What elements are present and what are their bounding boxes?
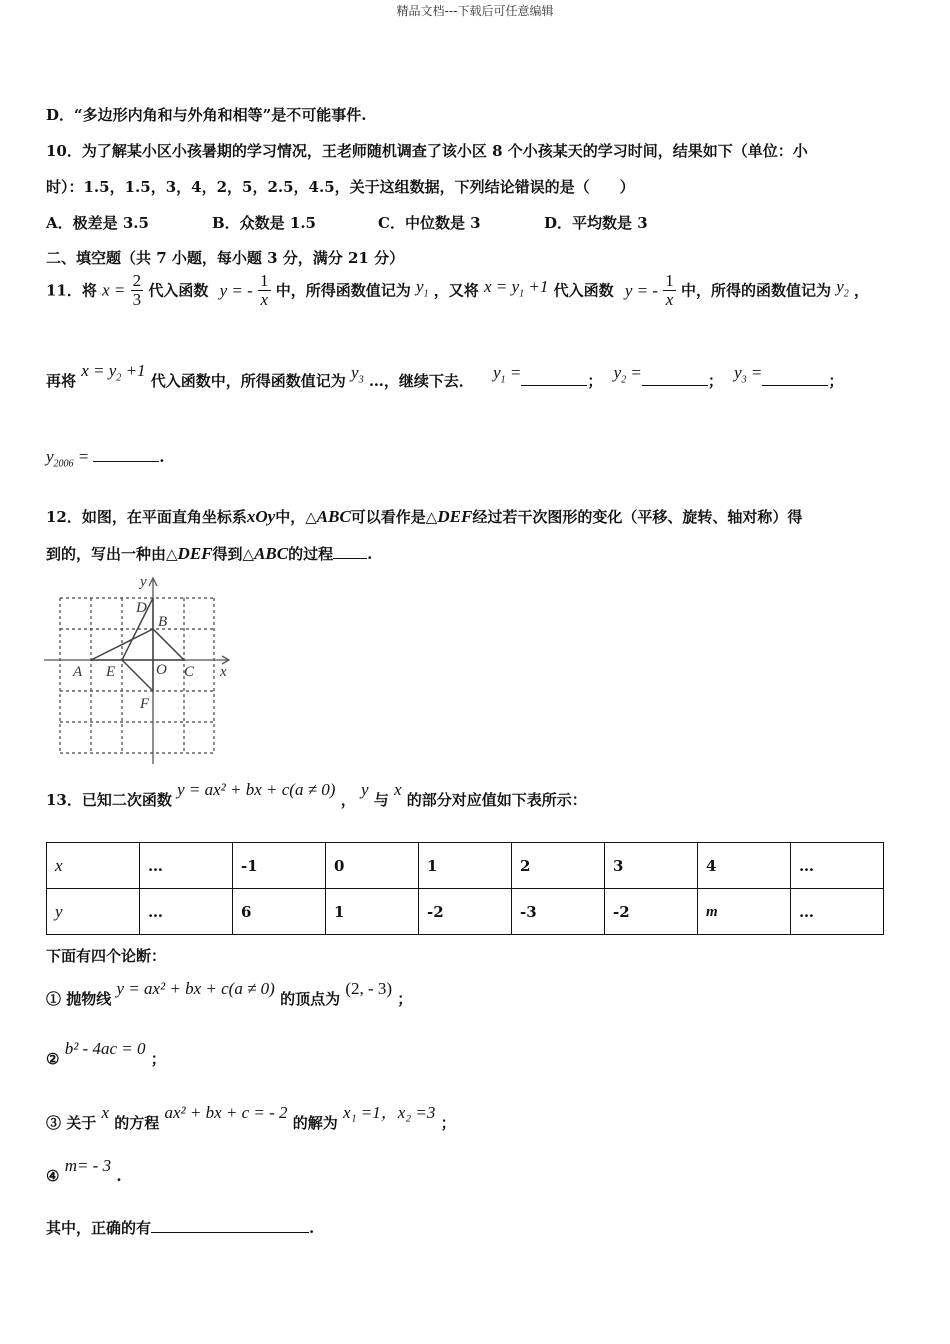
frac2-num: 1: [260, 271, 269, 291]
s1-vertex: (2, - 3): [345, 979, 393, 998]
q12-period: .: [367, 545, 373, 563]
q11-then: 再将: [46, 372, 77, 390]
q11-sub3: 代入函数中，所得函数值记为: [150, 372, 346, 390]
s3-x: x: [101, 1103, 110, 1122]
q13-answer-text: 其中，正确的有: [46, 1219, 152, 1237]
q11-x-eq-y1: [484, 277, 549, 300]
q12-xoy: xOy: [246, 507, 276, 526]
frac1-den: 3: [132, 290, 142, 310]
q13-y: y: [360, 780, 369, 799]
table-cell: -3: [512, 889, 605, 935]
cell-y-label: y: [55, 901, 63, 921]
q12-text-b: 中，△: [275, 508, 317, 526]
q12-abc: ABC: [316, 507, 351, 526]
s3-text-b: 的方程: [114, 1114, 160, 1132]
cell-x-label: x: [55, 855, 63, 875]
s3-end: ；: [440, 1114, 456, 1132]
s2-text-a: ②: [46, 1050, 60, 1068]
q11-line1: [46, 269, 869, 312]
plus-one-2: +1: [121, 361, 146, 380]
y2-sub: 2: [843, 288, 849, 300]
answer-blank-y2[interactable]: [642, 371, 708, 386]
label-b: B: [158, 614, 168, 630]
frac2-den: x: [260, 290, 269, 310]
ans-y3-var: y: [734, 363, 742, 382]
q11-comma: ，: [854, 281, 870, 300]
table-row-y: [47, 889, 884, 935]
label-e: E: [106, 664, 116, 680]
q12-def-2: DEF: [177, 544, 213, 563]
frac3-den: x: [665, 290, 674, 310]
q11-substitute: 代入函数: [148, 281, 209, 300]
ans-y2006-var: y: [46, 447, 54, 466]
plus-one: +1: [524, 277, 549, 296]
s3-text-c: 的解为: [292, 1114, 338, 1132]
table-cell: [47, 889, 140, 935]
s3-equation: ax² + bx + c = - 2: [164, 1103, 288, 1122]
q11-substitute2: 代入函数: [553, 281, 614, 300]
ans-y3-eq: =: [746, 363, 763, 382]
table-cell: -2: [605, 889, 698, 935]
q11-y1: [416, 277, 429, 300]
q13-below: 下面有四个论断：: [46, 947, 167, 965]
cell-m: m: [706, 904, 718, 920]
table-cell: …: [140, 843, 233, 889]
q11-fraction-2-3: [131, 272, 144, 309]
q12-text-d: 经过若干次图形的变化（平移、旋转、轴对称）得: [472, 508, 803, 526]
x-eq-y2-sub: 2: [116, 372, 122, 384]
q11-result1: 中，所得函数值记为: [275, 281, 411, 300]
semi-2: ；: [707, 372, 723, 390]
q11-line3: [46, 447, 165, 469]
q12-text-a: 12．如图，在平面直角坐标系: [46, 508, 247, 526]
q12-line2: [46, 543, 372, 564]
q11-number: 11．将: [46, 281, 97, 300]
frac3-num: 1: [665, 271, 674, 291]
x-eq-y1-sub: 1: [519, 288, 525, 300]
q11-y-eq-2: y = -: [624, 280, 659, 300]
s3-solution: x₁ =1，x₂ =3: [343, 1103, 436, 1122]
answer-blank-y1[interactable]: [521, 371, 587, 386]
q13-text-c: 与: [373, 791, 389, 809]
label-f: F: [140, 696, 150, 712]
table-cell: …: [791, 889, 884, 935]
q12-def: DEF: [437, 507, 473, 526]
q12-text-f: 得到△: [212, 545, 255, 563]
ans-y2-var: y: [613, 363, 622, 382]
ans-y2006-sub: 2006: [53, 458, 74, 470]
table-cell: [698, 889, 791, 935]
q12-line1: [46, 506, 802, 527]
label-y: y: [140, 574, 147, 590]
ans-y1-eq: =: [505, 363, 522, 382]
table-cell: -2: [419, 889, 512, 935]
q11-answer-y2: [613, 363, 642, 386]
s4-expr: m= - 3: [64, 1156, 112, 1175]
q11-answer-y1: [493, 363, 522, 386]
ans-y1-var: y: [493, 363, 501, 382]
q10-option-b: B．众数是 1.5: [212, 214, 316, 232]
q11-y-eq: y = -: [219, 280, 253, 300]
q13-answer-line: [46, 1217, 314, 1238]
q10-option-d: D．平均数是 3: [544, 214, 648, 232]
q10-line2: 时）：1.5，1.5，3，4，2，5，2.5，4.5，关于这组数据，下列结论错误的是（ ）: [46, 178, 635, 196]
table-cell: 1: [419, 843, 512, 889]
q12-abc-2: ABC: [254, 544, 289, 563]
s4-end: .: [116, 1167, 122, 1185]
ans-y1-sub: 1: [500, 374, 506, 386]
q11-line2: [46, 361, 844, 393]
q10-option-c: C．中位数是 3: [378, 214, 481, 232]
q11-continue: …，继续下去．: [368, 372, 474, 390]
q13-statement-1: [46, 979, 413, 1009]
table-cell: 6: [233, 889, 326, 935]
s1-text-b: 的顶点为: [280, 990, 341, 1008]
frac1-num: 2: [132, 271, 142, 291]
q13-statement-3: [46, 1103, 456, 1133]
q13-text-d: 的部分对应值如下表所示：: [406, 791, 587, 809]
y2-var: y: [836, 277, 844, 296]
ans-y3-sub: 3: [741, 374, 747, 386]
q13-answer-end: .: [309, 1219, 315, 1237]
q11-result2: 中，所得的函数值记为: [680, 281, 831, 300]
q13-function: y = ax² + bx + c(a ≠ 0): [177, 780, 336, 799]
page-header: 精品文档---下载后可任意编辑: [396, 4, 554, 18]
table-cell: 1: [326, 889, 419, 935]
y1-sub: 1: [423, 288, 429, 300]
q11-fraction-1-x-2: [663, 272, 676, 309]
table-cell: …: [791, 843, 884, 889]
q11-period: .: [159, 448, 165, 466]
table-cell: [47, 843, 140, 889]
s2-expr: b² - 4ac = 0: [64, 1039, 146, 1058]
q11-answer-y3: [734, 363, 763, 386]
table-cell: 2: [512, 843, 605, 889]
q11-fraction-1-x: [258, 272, 271, 309]
q13-x: x: [393, 780, 402, 799]
q9-option-d: D．“多边形内角和与外角和相等”是不可能事件.: [46, 106, 367, 124]
q10-option-a: A．极差是 3.5: [46, 214, 149, 232]
table-cell: -1: [233, 843, 326, 889]
q11-y3: [351, 363, 364, 386]
s1-function: y = ax² + bx + c(a ≠ 0): [116, 979, 275, 998]
q11-x-eq: x =: [102, 280, 126, 300]
table-cell: …: [140, 889, 233, 935]
q12-text-c: 可以看作是△: [350, 508, 438, 526]
label-x: x: [220, 664, 227, 680]
s1-text-a: ① 抛物线: [46, 990, 112, 1008]
q13-statement-4: [46, 1156, 122, 1186]
q13-value-table: [46, 842, 884, 935]
x-eq-y1-text: x = y: [484, 277, 520, 296]
label-d: D: [136, 600, 147, 616]
s2-end: ；: [150, 1050, 166, 1068]
q11-answer-y2006: [46, 447, 90, 470]
label-c: C: [184, 664, 195, 680]
y1-var: y: [416, 277, 424, 296]
q12-coordinate-figure: [44, 572, 234, 767]
q11-x-eq-y2: [81, 361, 146, 384]
q12-text-g: 的过程: [288, 545, 334, 563]
ans-y2-sub: 2: [621, 374, 627, 386]
ans-y2006-eq: =: [73, 447, 90, 466]
label-o: O: [156, 662, 167, 678]
answer-blank-y3[interactable]: [762, 371, 828, 386]
table-cell: 4: [698, 843, 791, 889]
table-row-x: [47, 843, 884, 889]
y3-var: y: [351, 363, 359, 382]
s1-end: ；: [397, 990, 413, 1008]
answer-blank-y2006[interactable]: [93, 447, 159, 462]
s3-text-a: ③ 关于: [46, 1114, 97, 1132]
q10-line1: 10．为了解某小区小孩暑期的学习情况，王老师随机调查了该小区 8 个小孩某天的学习时间，结果如下（单位：小: [46, 142, 808, 160]
section-title: 二、填空题（共 7 小题，每小题 3 分，满分 21 分）: [46, 249, 405, 267]
q13-text-a: 13．已知二次函数: [46, 791, 172, 809]
triangle-abc: [91, 629, 184, 660]
q13-text-b: ，: [340, 791, 356, 809]
table-cell: 0: [326, 843, 419, 889]
q12-text-e: 到的，写出一种由△: [46, 545, 178, 563]
q11-y2: [836, 277, 849, 300]
q12-answer-blank[interactable]: [333, 544, 367, 559]
q11-again: ，又将: [433, 281, 479, 300]
label-a: A: [73, 664, 83, 680]
ans-y2-eq: =: [626, 363, 642, 382]
table-cell: 3: [605, 843, 698, 889]
y3-sub: 3: [358, 374, 364, 386]
q13-intro: [46, 780, 587, 810]
q13-statement-2: [46, 1039, 166, 1069]
semi-3: ；: [828, 372, 844, 390]
q13-answer-blank[interactable]: [151, 1218, 309, 1233]
s4-text-a: ④: [46, 1167, 60, 1185]
x-eq-y2-text: x = y: [81, 361, 117, 380]
semi-1: ；: [587, 372, 603, 390]
